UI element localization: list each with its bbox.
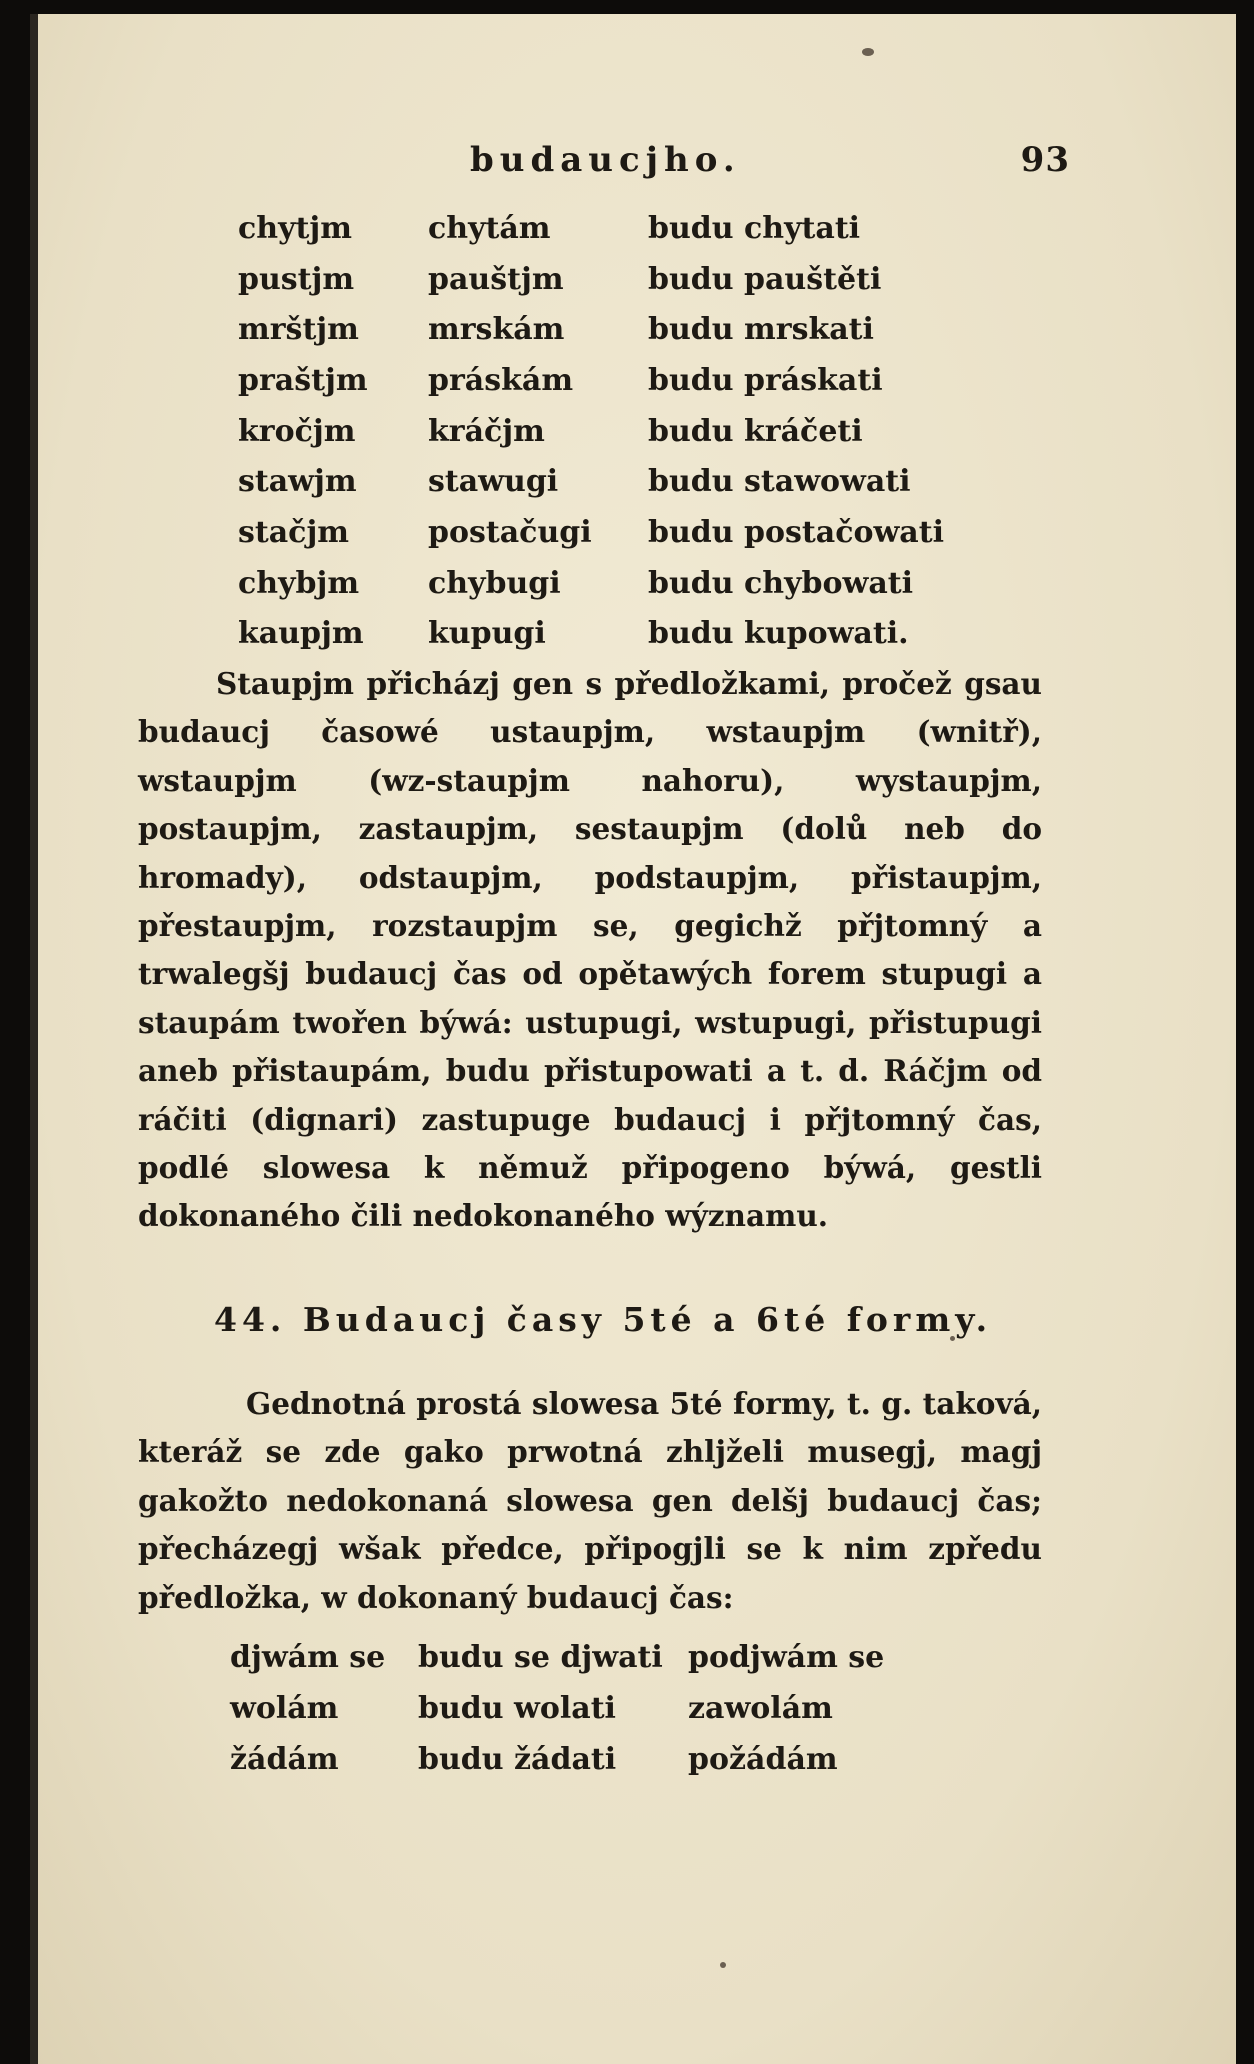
- present-form: stačjm: [238, 514, 350, 550]
- iterative-form: pauštjm: [428, 261, 564, 297]
- future-form: budu práskati: [648, 362, 883, 398]
- future-form: budu žádati: [418, 1742, 617, 1777]
- future-form: budu chybowati: [648, 565, 914, 601]
- future-form: budu kráčeti: [648, 413, 863, 449]
- iterative-form: kupugi: [428, 616, 546, 652]
- table-row: [238, 304, 968, 355]
- present-form: kročjm: [238, 413, 356, 449]
- present-form: chybjm: [238, 565, 360, 601]
- table-row: [230, 1683, 928, 1734]
- future-form: budu mrskati: [648, 312, 874, 348]
- conjugation-table: [238, 203, 968, 659]
- future-form: budu wolati: [418, 1691, 616, 1726]
- future-form: budu chytati: [648, 210, 861, 246]
- iterative-form: chybugi: [428, 565, 561, 601]
- table-row: [238, 558, 968, 609]
- prefixed-form: podjwám se: [688, 1640, 885, 1675]
- future-form: budu pauštěti: [648, 261, 882, 297]
- running-header: [470, 140, 1070, 180]
- table-row: [230, 1734, 928, 1785]
- table-row: [238, 355, 968, 406]
- iterative-form: postačugi: [428, 514, 592, 550]
- example-table: [230, 1632, 928, 1785]
- prefixed-form: zawolám: [688, 1691, 833, 1726]
- future-form: budu kupowati.: [648, 616, 909, 652]
- page-number: 93: [1020, 140, 1070, 180]
- iterative-form: mrskám: [428, 312, 565, 348]
- future-form: budu stawowati: [648, 464, 911, 500]
- table-row: [238, 507, 968, 558]
- simple-form: wolám: [230, 1691, 339, 1726]
- table-row: [238, 254, 968, 305]
- present-form: chytjm: [238, 210, 352, 246]
- iterative-form: chytám: [428, 210, 551, 246]
- table-row: [238, 203, 968, 254]
- table-row: [238, 406, 968, 457]
- table-row: [238, 456, 968, 507]
- prefixed-form: požádám: [688, 1742, 838, 1777]
- future-form: budu postačowati: [648, 514, 944, 550]
- running-title: budaucjho.: [470, 140, 741, 180]
- future-form: budu se djwati: [418, 1640, 663, 1675]
- present-form: kaupjm: [238, 616, 364, 652]
- table-row: [230, 1632, 928, 1683]
- present-form: praštjm: [238, 362, 368, 398]
- iterative-form: kráčjm: [428, 413, 545, 449]
- page-edge-rule: [30, 14, 38, 2064]
- present-form: stawjm: [238, 464, 357, 500]
- iterative-form: stawugi: [428, 464, 559, 500]
- simple-form: djwám se: [230, 1640, 386, 1675]
- body-paragraph: Staupjm přicházj gen s předložkami, pročež gsau budaucj časowé ustaupjm, wstaupjm (wnitř), wstaupjm (wz-staupjm nahoru), wystaupjm, postaupjm, zastaupjm, sestaupjm (dolů neb do hromady), odstaupjm, podstaupjm, přistaupjm, přestaupjm, rozstaupjm se, gegichž přjtomný a trwalegšj budaucj čas od opětawých forem stupugi a staupám twořen býwá: ustupugi, wstupugi, přistupugi aneb přistaupám, budu přistupowati a t. d. Ráčjm od ráčiti (dignari) zastupuge budaucj i přjtomný čas, podlé slowesa k němuž připogeno býwá, gestli dokonaného čili nedokonaného wýznamu.: [138, 666, 1042, 1234]
- iterative-form: práskám: [428, 362, 574, 398]
- present-form: pustjm: [238, 261, 355, 297]
- simple-form: žádám: [230, 1742, 339, 1777]
- present-form: mrštjm: [238, 312, 359, 348]
- table-row: [238, 609, 968, 660]
- body-paragraph: Gednotná prostá slowesa 5té formy, t. g. taková, kteráž se zde gako prwotná zhljželi musegj, magj gakožto nedokonaná slowesa gen delšj budaucj čas; přecházegj wšak předce, připogjli se k nim zpředu předložka, w dokonaný budaucj čas:: [138, 1386, 1042, 1615]
- section-heading: 44. Budaucj časy 5té a 6té formy.: [214, 1300, 993, 1339]
